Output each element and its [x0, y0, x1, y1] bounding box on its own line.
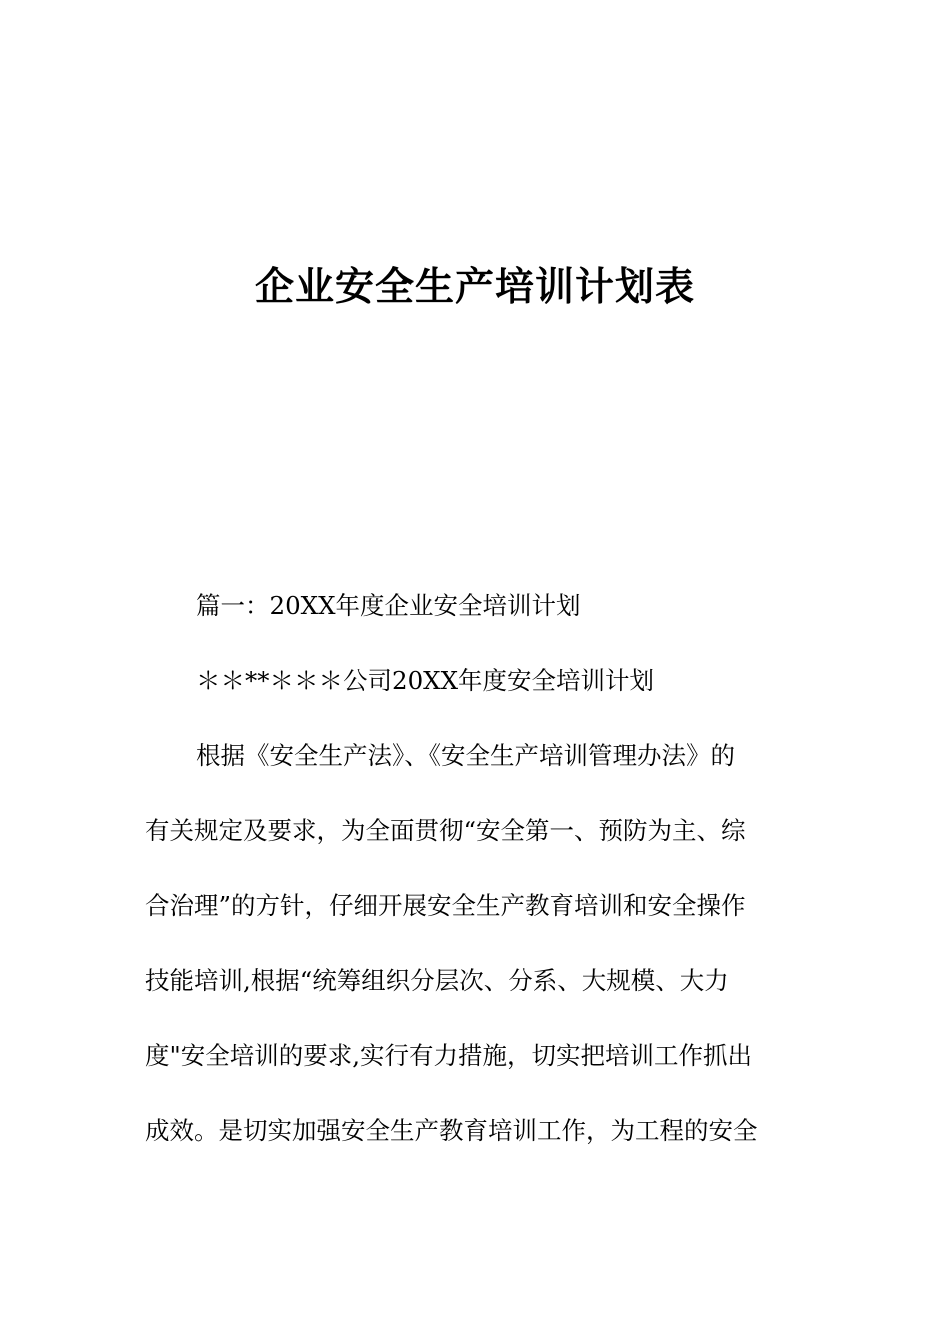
paragraph-line: 根据《安全生产法》、《安全生产培训管理办法》的 — [196, 741, 735, 770]
paragraph-line: 度"安全培训的要求,实行有力措施，切实把培训工作抓出 — [145, 1041, 753, 1070]
paragraph-line: 合治理”的方针，仔细开展安全生产教育培训和安全操作 — [145, 891, 746, 920]
paragraph-line: 成效。是切实加强安全生产教育培训工作，为工程的安全 — [145, 1116, 758, 1145]
section-heading: 篇一：20XX年度企业安全培训计划 — [196, 591, 581, 620]
document-body — [145, 586, 785, 1186]
document-title: 企业安全生产培训计划表 — [254, 265, 695, 310]
paragraph-line: 技能培训,根据“统筹组织分层次、分系、大规模、大力 — [145, 966, 729, 995]
company-heading: ＊＊**＊＊＊公司20XX年度安全培训计划 — [196, 666, 655, 695]
paragraph-line: 有关规定及要求，为全面贯彻“安全第一、预防为主、综 — [145, 816, 746, 845]
